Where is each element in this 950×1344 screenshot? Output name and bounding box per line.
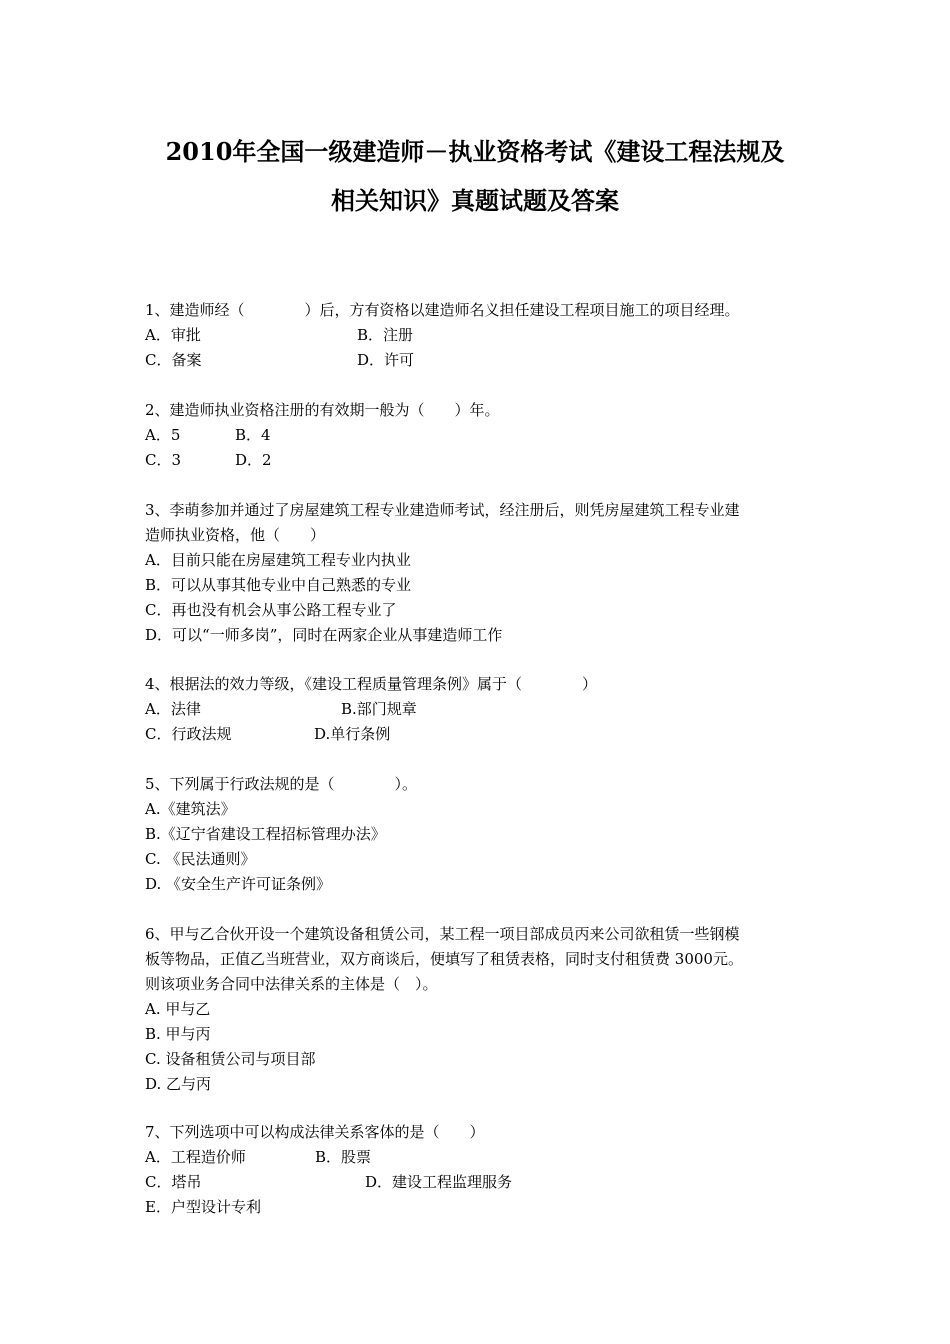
option-c: C．行政法规 [145, 725, 232, 743]
option-d: D.单行条例 [314, 725, 391, 743]
option-row [145, 722, 815, 747]
question-stem: 3、李萌参加并通过了房屋建筑工程专业建造师考试，经注册后，则凭房屋建筑工程专业建 [145, 501, 740, 519]
option-d: D．建设工程监理服务 [365, 1173, 513, 1191]
option-c: C．备案 [145, 351, 202, 369]
option-row [145, 323, 815, 348]
question-3 [145, 498, 815, 648]
question-1 [145, 298, 815, 373]
option-d: D. 《安全生产许可证条例》 [145, 875, 332, 893]
question-stem-cont: 板等物品，正值乙当班营业，双方商谈后，便填写了租赁表格，同时支付租赁费 3000元。 [145, 950, 743, 968]
option-d: D．2 [235, 451, 272, 469]
option-c: C．塔吊 [145, 1173, 202, 1191]
question-stem: 4、根据法的效力等级，《建设工程质量管理条例》属于（ ） [145, 675, 598, 693]
question-stem: 6、甲与乙合伙开设一个建筑设备租赁公司，某工程一项目部成员丙来公司欲租赁一些钢模 [145, 925, 740, 943]
option-a: A．工程造价师 [145, 1148, 246, 1166]
option-row [145, 423, 815, 448]
option-b: B. 甲与丙 [145, 1025, 211, 1043]
question-stem: 1、建造师经（ ）后，方有资格以建造师名义担任建设工程项目施工的项目经理。 [145, 301, 740, 319]
question-7 [145, 1120, 815, 1220]
option-c: C．3 [145, 451, 182, 469]
option-c: C. 设备租赁公司与项目部 [145, 1050, 316, 1068]
question-2 [145, 398, 815, 473]
option-a: A.《建筑法》 [145, 800, 236, 818]
option-row [145, 697, 815, 722]
document-title-line-1: 2010年全国一级建造师－执业资格考试《建设工程法规及 [165, 137, 785, 166]
option-row [145, 448, 815, 473]
question-4 [145, 672, 815, 747]
option-row [145, 348, 815, 373]
option-b: B.部门规章 [341, 700, 417, 718]
option-a: A．目前只能在房屋建筑工程专业内执业 [145, 551, 411, 569]
question-stem: 7、下列选项中可以构成法律关系客体的是（ ） [145, 1123, 485, 1141]
option-a: A．审批 [145, 326, 201, 344]
option-e: E．户型设计专利 [145, 1198, 261, 1216]
option-b: B．可以从事其他专业中自己熟悉的专业 [145, 576, 412, 594]
option-row [145, 1170, 815, 1195]
option-a: A. 甲与乙 [145, 1000, 211, 1018]
option-d: D．许可 [357, 351, 415, 369]
option-c: C. 《民法通则》 [145, 850, 256, 868]
option-b: B．4 [235, 426, 271, 444]
question-stem-cont: 造师执业资格，他（ ） [145, 526, 326, 544]
option-a: A．5 [145, 426, 181, 444]
option-c: C．再也没有机会从事公路工程专业了 [145, 601, 397, 619]
option-b: B.《辽宁省建设工程招标管理办法》 [145, 825, 386, 843]
option-row [145, 1145, 815, 1170]
question-stem: 5、下列属于行政法规的是（ ）。 [145, 775, 418, 793]
question-stem: 2、建造师执业资格注册的有效期一般为（ ）年。 [145, 401, 500, 419]
option-b: B．股票 [315, 1148, 372, 1166]
document-title-line-2: 相关知识》真题试题及答案 [331, 186, 619, 215]
option-d: D. 乙与丙 [145, 1075, 212, 1093]
option-b: B．注册 [357, 326, 414, 344]
option-a: A．法律 [145, 700, 201, 718]
question-6 [145, 922, 815, 1097]
question-5 [145, 772, 815, 897]
option-d: D．可以“一师多岗”，同时在两家企业从事建造师工作 [145, 626, 503, 644]
question-stem-cont: 则该项业务合同中法律关系的主体是（ ）。 [145, 975, 438, 993]
